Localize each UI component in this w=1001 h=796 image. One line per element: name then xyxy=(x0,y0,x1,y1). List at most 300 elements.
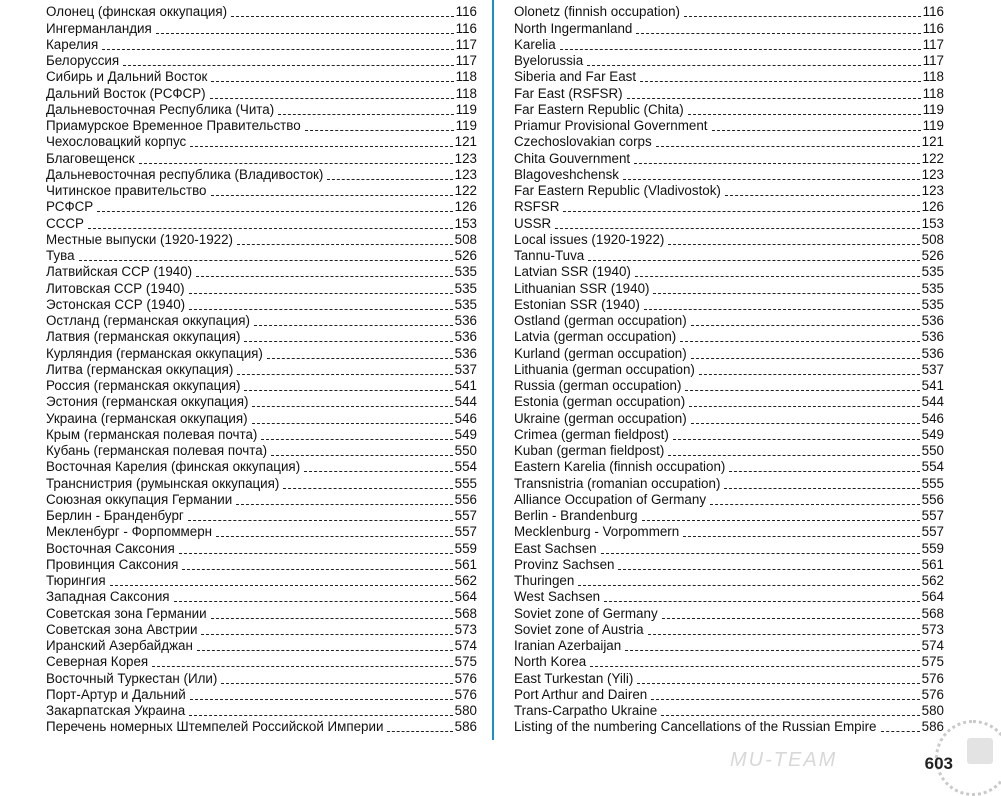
toc-entry-label: Trans-Carpatho Ukraine xyxy=(514,703,658,718)
toc-entry xyxy=(514,149,944,165)
toc-entry xyxy=(46,328,477,344)
toc-entry-page: 508 xyxy=(454,231,477,247)
toc-entry-label: Ингерманландия xyxy=(46,20,152,36)
toc-entry-label: North Ingermanland xyxy=(514,20,633,36)
toc-entry-page: 117 xyxy=(922,53,944,68)
toc-entry xyxy=(46,491,477,507)
toc-entry-label: Берлин - Бранденбург xyxy=(46,508,184,523)
toc-entry-label: Berlin - Brandenburg xyxy=(514,508,638,523)
toc-entry-page: 536 xyxy=(454,329,477,345)
toc-entry xyxy=(46,442,477,458)
toc-entry-page: 123 xyxy=(921,183,944,198)
dotted-leader xyxy=(684,16,921,17)
toc-entry xyxy=(46,426,477,442)
dotted-leader xyxy=(691,423,920,424)
toc-entry-label: Port Arthur and Dairen xyxy=(514,686,648,702)
toc-entry-label: Soviet zone of Austria xyxy=(514,621,644,637)
toc-entry-page: 536 xyxy=(454,313,477,328)
dotted-leader xyxy=(244,341,452,342)
toc-entry-page: 118 xyxy=(922,85,944,101)
toc-entry xyxy=(46,149,477,165)
dotted-leader xyxy=(211,618,453,619)
toc-entry-page: 576 xyxy=(921,686,944,702)
toc-entry-page: 123 xyxy=(921,166,944,182)
toc-entry-label: Западная Саксония xyxy=(46,589,170,605)
toc-entry xyxy=(46,247,477,263)
toc-entry-page: 564 xyxy=(454,589,477,605)
toc-entry-label: Provinz Sachsen xyxy=(514,556,615,572)
toc-entry xyxy=(514,377,944,393)
toc-entry-label: Estonia (german occupation) xyxy=(514,394,686,410)
toc-entry-page: 541 xyxy=(454,378,477,393)
toc-entry-label: Estonian SSR (1940) xyxy=(514,296,640,312)
dotted-leader xyxy=(689,406,919,407)
toc-entry-page: 536 xyxy=(921,345,944,361)
toc-entry-page: 118 xyxy=(455,69,477,85)
toc-entry xyxy=(46,361,477,377)
toc-entry-label: РСФСР xyxy=(46,199,94,215)
toc-entry-page: 117 xyxy=(455,36,477,52)
toc-entry-label: Byelorussia xyxy=(514,53,584,68)
toc-entry-label: Crimea (german fieldpost) xyxy=(514,426,669,442)
toc-entry-page: 536 xyxy=(921,313,944,328)
toc-entry-label: Дальневосточная Республика (Чита) xyxy=(46,101,275,117)
dotted-leader xyxy=(555,228,919,229)
toc-entry-page: 117 xyxy=(922,36,944,52)
toc-entry xyxy=(514,133,944,149)
dotted-leader xyxy=(139,163,453,164)
toc-entry xyxy=(46,312,477,328)
toc-entry xyxy=(514,101,944,117)
toc-entry-page: 535 xyxy=(454,280,477,296)
toc-entry-label: Tannu-Tuva xyxy=(514,248,585,263)
toc-entry-label: Литва (германская оккупация) xyxy=(46,361,234,377)
toc-entry-label: Local issues (1920-1922) xyxy=(514,231,665,247)
toc-entry xyxy=(46,296,477,312)
dotted-leader xyxy=(673,439,920,440)
dotted-leader xyxy=(688,114,921,115)
dotted-leader xyxy=(634,163,920,164)
column-divider xyxy=(492,0,494,740)
toc-entry-label: USSR xyxy=(514,215,552,231)
toc-entry-label: Eastern Karelia (finnish occupation) xyxy=(514,459,726,475)
toc-entry-page: 549 xyxy=(454,426,477,442)
toc-entry-page: 526 xyxy=(454,248,477,263)
toc-entry-page: 556 xyxy=(921,491,944,507)
dotted-leader xyxy=(189,309,453,310)
toc-entry xyxy=(514,523,944,539)
toc-entry xyxy=(514,637,944,653)
toc-entry-page: 535 xyxy=(921,280,944,296)
toc-entry-page: 550 xyxy=(921,443,944,458)
dotted-leader xyxy=(662,618,920,619)
toc-entry xyxy=(46,166,477,182)
toc-entry-label: Karelia xyxy=(514,36,556,52)
toc-entry xyxy=(514,312,944,328)
toc-entry-page: 559 xyxy=(454,540,477,556)
dotted-leader xyxy=(644,309,920,310)
toc-entry-page: 554 xyxy=(454,459,477,475)
toc-entry-label: Мекленбург - Форпоммерн xyxy=(46,524,213,540)
toc-entry-label: Far East (RSFSR) xyxy=(514,85,623,101)
dotted-leader xyxy=(283,488,452,489)
toc-entry xyxy=(514,686,944,702)
toc-entry xyxy=(46,231,477,247)
toc-entry-label: Литовская ССР (1940) xyxy=(46,280,185,296)
toc-entry xyxy=(514,198,944,214)
toc-entry-label: Kurland (german occupation) xyxy=(514,345,687,361)
dotted-leader xyxy=(152,666,452,667)
toc-entry-label: Priamur Provisional Government xyxy=(514,118,708,133)
dotted-leader xyxy=(261,439,452,440)
toc-entry xyxy=(46,52,477,68)
toc-entry xyxy=(514,36,944,52)
toc-entry xyxy=(46,101,477,117)
toc-entry xyxy=(514,361,944,377)
toc-entry-label: Олонец (финская оккупация) xyxy=(46,4,228,20)
toc-entry-page: 153 xyxy=(454,215,477,231)
dotted-leader xyxy=(656,146,920,147)
toc-entry-page: 119 xyxy=(455,101,477,117)
dotted-leader xyxy=(636,33,920,34)
dotted-leader xyxy=(601,553,920,554)
toc-entry-page: 153 xyxy=(921,215,944,231)
toc-entry-label: Порт-Артур и Дальний xyxy=(46,686,186,702)
dotted-leader xyxy=(680,341,919,342)
toc-entry-page: 576 xyxy=(921,670,944,686)
toc-entry-page: 559 xyxy=(921,540,944,556)
dotted-leader xyxy=(587,65,920,66)
dotted-leader xyxy=(304,471,453,472)
dotted-leader xyxy=(254,325,453,326)
dotted-leader xyxy=(653,293,919,294)
toc-entry xyxy=(46,572,477,588)
dotted-leader xyxy=(642,520,920,521)
toc-entry xyxy=(514,344,944,360)
toc-entry xyxy=(46,19,477,35)
dotted-leader xyxy=(189,293,453,294)
toc-entry xyxy=(46,653,477,669)
toc-entry-label: Транснистрия (румынская оккупация) xyxy=(46,475,280,491)
toc-entry-label: Белоруссия xyxy=(46,53,120,68)
toc-entry-label: Перечень номерных Штемпелей Российской Империи xyxy=(46,719,384,735)
toc-entry xyxy=(46,523,477,539)
toc-entry xyxy=(46,669,477,685)
toc-entry-page: 557 xyxy=(921,508,944,523)
toc-entry-label: Дальний Восток (РСФСР) xyxy=(46,85,206,101)
toc-entry xyxy=(514,442,944,458)
toc-entry-page: 116 xyxy=(455,4,477,20)
toc-entry xyxy=(514,393,944,409)
toc-entry-label: Советская зона Германии xyxy=(46,605,207,621)
dotted-leader xyxy=(110,585,453,586)
toc-entry-page: 536 xyxy=(454,345,477,361)
toc-entry-label: Дальневосточная республика (Владивосток) xyxy=(46,166,324,182)
toc-entry-label: Blagoveshchensk xyxy=(514,166,619,182)
toc-entry xyxy=(514,474,944,490)
toc-entry-label: Thuringen xyxy=(514,573,575,588)
toc-entry-page: 123 xyxy=(454,150,477,166)
dotted-leader xyxy=(210,98,454,99)
dotted-leader xyxy=(156,33,454,34)
toc-entry xyxy=(46,686,477,702)
toc-entry-page: 119 xyxy=(455,118,477,133)
toc-entry-page: 536 xyxy=(921,329,944,345)
toc-entry-label: Сибирь и Дальний Восток xyxy=(46,69,208,85)
toc-entry-page: 555 xyxy=(454,475,477,491)
toc-entry-label: Czechoslovakian corps xyxy=(514,134,652,150)
toc-entry-page: 546 xyxy=(454,410,477,426)
toc-entry-label: Olonetz (finnish occupation) xyxy=(514,4,680,20)
dotted-leader xyxy=(88,228,453,229)
dotted-leader xyxy=(237,244,453,245)
toc-entry-label: Latvian SSR (1940) xyxy=(514,264,631,280)
dotted-leader xyxy=(216,536,453,537)
toc-entry-label: Карелия xyxy=(46,36,99,52)
toc-entry-page: 546 xyxy=(921,410,944,426)
toc-entry-label: Латвия (германская оккупация) xyxy=(46,329,241,345)
toc-entry-label: Восточная Саксония xyxy=(46,540,175,556)
dotted-leader xyxy=(237,374,452,375)
toc-entry-label: West Sachsen xyxy=(514,589,601,605)
toc-entry xyxy=(46,637,477,653)
toc-entry-page: 574 xyxy=(454,638,477,653)
dotted-leader xyxy=(327,179,452,180)
toc-entry xyxy=(514,166,944,182)
toc-entry xyxy=(514,426,944,442)
toc-entry-page: 508 xyxy=(921,231,944,247)
toc-entry xyxy=(514,182,944,198)
toc-entry-label: Эстония (германская оккупация) xyxy=(46,394,249,410)
toc-entry-label: Благовещенск xyxy=(46,150,135,166)
toc-entry xyxy=(46,718,477,734)
toc-entry-label: Kuban (german fieldpost) xyxy=(514,443,665,458)
toc-entry-page: 550 xyxy=(454,443,477,458)
dotted-leader xyxy=(648,634,920,635)
dotted-leader xyxy=(710,504,920,505)
toc-entry xyxy=(514,279,944,295)
toc-entry xyxy=(46,182,477,198)
toc-entry-page: 123 xyxy=(454,166,477,182)
toc-entry-label: Латвийская ССР (1940) xyxy=(46,264,193,280)
toc-entry xyxy=(46,36,477,52)
toc-entry-page: 575 xyxy=(454,654,477,670)
toc-entry xyxy=(514,491,944,507)
toc-entry-label: Alliance Occupation of Germany xyxy=(514,491,707,507)
toc-entry xyxy=(514,328,944,344)
dotted-leader xyxy=(563,211,919,212)
toc-entry-label: Iranian Azerbaijan xyxy=(514,638,622,653)
toc-entry xyxy=(514,296,944,312)
toc-entry xyxy=(46,198,477,214)
toc-entry-page: 580 xyxy=(921,703,944,718)
toc-entry-page: 561 xyxy=(454,556,477,572)
dotted-leader xyxy=(211,81,453,82)
dotted-leader xyxy=(387,731,452,732)
dotted-leader xyxy=(236,504,452,505)
toc-entry xyxy=(46,474,477,490)
toc-entry-page: 541 xyxy=(921,378,944,393)
dotted-leader xyxy=(560,49,921,50)
dotted-leader xyxy=(221,683,452,684)
dotted-leader xyxy=(588,260,919,261)
toc-entry-page: 121 xyxy=(454,134,477,150)
toc-entry-page: 126 xyxy=(454,199,477,215)
toc-entry xyxy=(46,702,477,718)
toc-entry xyxy=(46,458,477,474)
dotted-leader xyxy=(627,98,921,99)
toc-entry-label: Остланд (германская оккупация) xyxy=(46,313,250,328)
toc-entry-page: 122 xyxy=(921,150,944,166)
toc-entry-label: Восточная Карелия (финская оккупация) xyxy=(46,459,301,475)
dotted-leader xyxy=(196,276,453,277)
toc-left-column xyxy=(46,0,477,734)
dotted-leader xyxy=(197,650,453,651)
dotted-leader xyxy=(651,699,919,700)
toc-entry-page: 561 xyxy=(921,556,944,572)
toc-entry-page: 580 xyxy=(454,703,477,718)
dotted-leader xyxy=(661,715,920,716)
toc-entry-label: Украина (германская оккупация) xyxy=(46,410,248,426)
toc-entry xyxy=(514,231,944,247)
toc-entry-page: 537 xyxy=(921,361,944,377)
toc-entry-label: Приамурское Временное Правительство xyxy=(46,118,301,133)
dotted-leader xyxy=(174,601,453,602)
toc-entry-page: 576 xyxy=(454,686,477,702)
toc-entry xyxy=(514,604,944,620)
toc-entry-page: 126 xyxy=(921,199,944,215)
toc-entry-label: Latvia (german occupation) xyxy=(514,329,677,345)
toc-entry-page: 544 xyxy=(921,394,944,410)
toc-entry xyxy=(514,263,944,279)
toc-entry-page: 116 xyxy=(455,20,477,36)
toc-entry xyxy=(46,117,477,133)
toc-entry xyxy=(514,669,944,685)
toc-entry xyxy=(46,3,477,19)
dotted-leader xyxy=(231,16,454,17)
dotted-leader xyxy=(668,455,919,456)
toc-entry-label: Ostland (german occupation) xyxy=(514,313,687,328)
toc-entry xyxy=(514,539,944,555)
toc-entry-page: 573 xyxy=(921,621,944,637)
toc-entry xyxy=(46,539,477,555)
toc-entry-label: Chita Gouvernment xyxy=(514,150,631,166)
toc-entry-label: RSFSR xyxy=(514,199,560,215)
toc-right-column xyxy=(514,0,944,734)
toc-entry xyxy=(514,588,944,604)
toc-entry xyxy=(514,247,944,263)
toc-entry-label: Иранский Азербайджан xyxy=(46,638,193,653)
toc-entry xyxy=(514,214,944,230)
dotted-leader xyxy=(190,146,452,147)
dotted-leader xyxy=(79,260,453,261)
toc-entry-page: 119 xyxy=(922,101,944,117)
dotted-leader xyxy=(712,130,921,131)
toc-entry-label: Союзная оккупация Германии xyxy=(46,491,233,507)
dotted-leader xyxy=(271,455,453,456)
toc-entry-label: Lithuanian SSR (1940) xyxy=(514,280,650,296)
toc-entry-label: Крым (германская полевая почта) xyxy=(46,426,258,442)
toc-entry-page: 568 xyxy=(921,605,944,621)
toc-entry-page: 576 xyxy=(454,670,477,686)
dotted-leader xyxy=(668,244,919,245)
toc-entry xyxy=(46,556,477,572)
toc-entry-page: 121 xyxy=(921,134,944,150)
toc-entry xyxy=(514,52,944,68)
toc-entry-page: 116 xyxy=(922,20,944,36)
toc-entry-page: 118 xyxy=(922,69,944,85)
toc-entry-page: 554 xyxy=(921,459,944,475)
toc-entry-page: 557 xyxy=(454,508,477,523)
toc-entry-page: 526 xyxy=(921,248,944,263)
watermark: MU-TEAM xyxy=(730,749,838,771)
toc-entry-label: Lithuania (german occupation) xyxy=(514,361,695,377)
toc-entry-label: Кубань (германская полевая почта) xyxy=(46,443,268,458)
toc-entry xyxy=(514,117,944,133)
toc-entry-page: 586 xyxy=(921,719,944,735)
dotted-leader xyxy=(305,130,454,131)
toc-entry-page: 122 xyxy=(454,183,477,198)
toc-entry-page: 544 xyxy=(454,394,477,410)
toc-entry-label: Far Eastern Republic (Vladivostok) xyxy=(514,183,721,198)
toc-entry-page: 573 xyxy=(454,621,477,637)
toc-entry-page: 568 xyxy=(454,605,477,621)
dotted-leader xyxy=(201,634,452,635)
toc-entry-page: 535 xyxy=(921,264,944,280)
dotted-leader xyxy=(252,423,453,424)
toc-entry-label: Местные выпуски (1920-1922) xyxy=(46,231,234,247)
toc-entry xyxy=(514,556,944,572)
dotted-leader xyxy=(211,195,453,196)
toc-entry-label: Курляндия (германская оккупация) xyxy=(46,345,263,361)
dotted-leader xyxy=(635,276,920,277)
toc-entry-label: Советская зона Австрии xyxy=(46,621,198,637)
logo-icon xyxy=(967,738,993,764)
toc-entry-page: 549 xyxy=(921,426,944,442)
toc-entry xyxy=(46,588,477,604)
toc-entry-page: 535 xyxy=(454,296,477,312)
dotted-leader xyxy=(724,488,919,489)
dotted-leader xyxy=(590,666,919,667)
toc-entry-page: 535 xyxy=(454,264,477,280)
dotted-leader xyxy=(102,49,453,50)
dotted-leader xyxy=(179,553,453,554)
dotted-leader xyxy=(252,406,452,407)
toc-entry xyxy=(514,68,944,84)
toc-entry-label: Listing of the numbering Cancellations of the Russian Empire xyxy=(514,719,877,735)
toc-entry xyxy=(514,653,944,669)
dotted-leader xyxy=(244,390,452,391)
dotted-leader xyxy=(623,179,920,180)
toc-entry xyxy=(46,393,477,409)
toc-entry-page: 118 xyxy=(455,85,477,101)
toc-entry-label: Закарпатская Украина xyxy=(46,703,186,718)
dotted-leader xyxy=(699,374,920,375)
toc-entry-page: 586 xyxy=(454,719,477,735)
dotted-leader xyxy=(685,390,919,391)
toc-entry-page: 557 xyxy=(921,524,944,540)
dotted-leader xyxy=(278,114,453,115)
toc-entry-label: Soviet zone of Germany xyxy=(514,605,658,621)
dotted-leader xyxy=(604,601,920,602)
dotted-leader xyxy=(691,358,920,359)
toc-entry-page: 562 xyxy=(454,573,477,588)
toc-entry xyxy=(46,84,477,100)
toc-entry-page: 556 xyxy=(454,491,477,507)
toc-entry xyxy=(514,19,944,35)
dotted-leader xyxy=(625,650,919,651)
toc-entry-label: Far Eastern Republic (Chita) xyxy=(514,101,684,117)
